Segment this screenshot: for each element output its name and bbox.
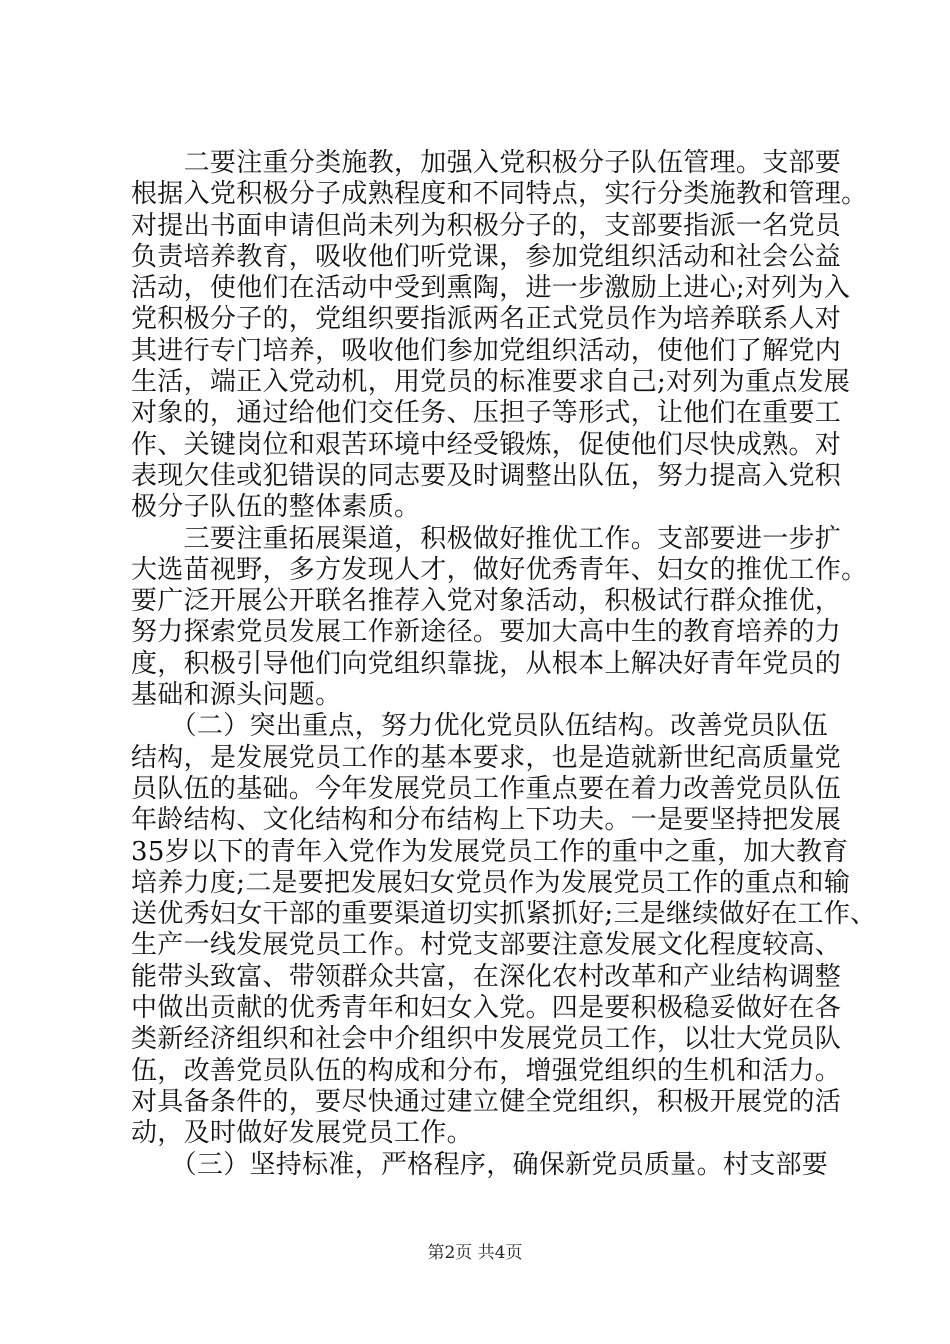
text-line: 作、关键岗位和艰苦环境中经受锻炼，促使他们尽快成熟。对: [131, 429, 842, 460]
text-line: 要广泛开展公开联名推荐入党对象活动，积极试行群众推优，: [131, 586, 842, 617]
text-line: 基础和源头问题。: [131, 680, 342, 711]
text-line: 极分子队伍的整体素质。: [131, 492, 421, 523]
text-line: 结构，是发展党员工作的基本要求，也是造就新世纪高质量党: [131, 742, 842, 773]
text-line: 努力探索党员发展工作新途径。要加大高中生的教育培养的力: [131, 617, 842, 648]
text-line: 生产一线发展党员工作。村党支部要注意发展文化程度较高、: [131, 930, 842, 961]
text-line: （二）突出重点，努力优化党员队伍结构。改善党员队伍: [131, 711, 829, 742]
text-line: 送优秀妇女干部的重要渠道切实抓紧抓好;三是继续做好在工作、: [131, 899, 877, 930]
text-line: 伍，改善党员队伍的构成和分布，增强党组织的生机和活力。: [131, 1055, 842, 1086]
text-line: （三）坚持标准，严格程序，确保新党员质量。村支部要: [131, 1149, 829, 1180]
text-line: 其进行专门培养，吸收他们参加党组织活动，使他们了解党内: [131, 335, 842, 366]
text-line: 根据入党积极分子成熟程度和不同特点，实行分类施教和管理。: [131, 179, 868, 210]
text-line: 度，积极引导他们向党组织靠拢，从根本上解决好青年党员的: [131, 648, 842, 679]
text-line: 活动，使他们在活动中受到熏陶，进一步激励上进心;对列为入: [131, 273, 851, 304]
document-body: [131, 148, 877, 1181]
text-line: 年龄结构、文化结构和分布结构上下功夫。一是要坚持把发展: [131, 805, 842, 836]
text-line: 生活，端正入党动机，用党员的标准要求自己;对列为重点发展: [131, 367, 851, 398]
text-line: 动，及时做好发展党员工作。: [131, 1118, 473, 1149]
text-line: 对具备条件的，要尽快通过建立健全党组织，积极开展党的活: [131, 1086, 842, 1117]
text-line: 中做出贡献的优秀青年和妇女入党。四是要积极稳妥做好在各: [131, 993, 842, 1024]
text-line: 对象的，通过给他们交任务、压担子等形式，让他们在重要工: [131, 398, 842, 429]
text-line: 类新经济组织和社会中介组织中发展党员工作，以壮大党员队: [131, 1024, 842, 1055]
text-line: 大选苗视野，多方发现人才，做好优秀青年、妇女的推优工作。: [131, 554, 868, 585]
text-line: 三要注重拓展渠道，积极做好推优工作。支部要进一步扩: [131, 523, 842, 554]
text-line: 对提出书面申请但尚未列为积极分子的，支部要指派一名党员: [131, 210, 842, 241]
text-line: 能带头致富、带领群众共富，在深化农村改革和产业结构调整: [131, 961, 842, 992]
text-line: 表现欠佳或犯错误的同志要及时调整出队伍，努力提高入党积: [131, 460, 842, 491]
page-number-footer: 第2页 共4页: [427, 1243, 523, 1263]
text-line: 35岁以下的青年入党作为发展党员工作的重中之重，加大教育: [131, 836, 849, 867]
text-line: 培养力度;二是要把发展妇女党员作为发展党员工作的重点和输: [131, 867, 851, 898]
text-line: 党积极分子的，党组织要指派两名正式党员作为培养联系人对: [131, 304, 842, 335]
text-line: 二要注重分类施教，加强入党积极分子队伍管理。支部要: [131, 148, 842, 178]
text-line: 负责培养教育，吸收他们听党课，参加党组织活动和社会公益: [131, 241, 842, 272]
text-line: 员队伍的基础。今年发展党员工作重点要在着力改善党员队伍: [131, 773, 842, 804]
